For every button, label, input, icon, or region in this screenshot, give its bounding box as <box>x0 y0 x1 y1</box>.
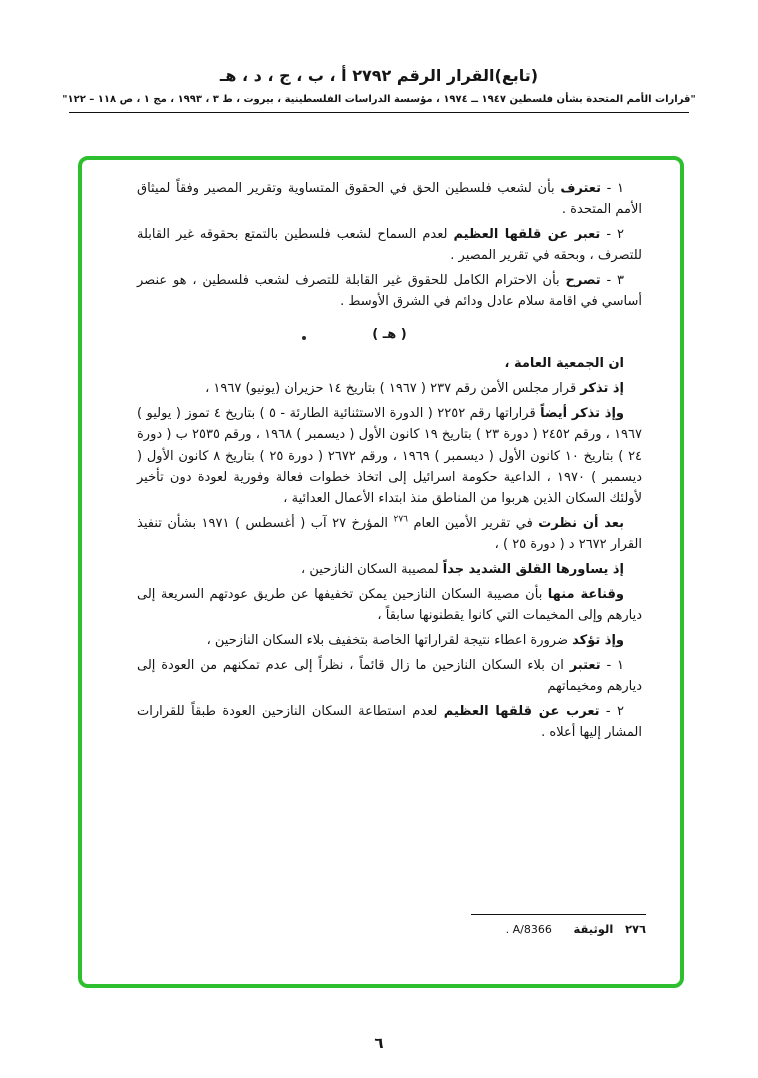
clause-1-recognizes: ١ - تعترف بأن لشعب فلسطين الحق في الحقوق المتساوية وتقرير المصير وفقاً لميثاق الأمم المتحدة . <box>137 181 642 218</box>
footnote-marker: ٢٧٦ <box>624 922 646 936</box>
green-highlight-box <box>78 156 684 988</box>
section-e-marker: ( هـ ) <box>372 327 407 343</box>
document-body <box>137 178 642 747</box>
header-divider <box>69 112 689 113</box>
footnote-divider <box>471 914 646 915</box>
footnote-text <box>471 922 646 936</box>
page-number: ٦ <box>374 1034 384 1052</box>
operative-1-considers: ١ - تعتبر ان بلاء السكان النازحين ما زال قائماً ، نظراً إلى عدم تمكنهم من العودة إلى ديارهم ومخيماتهم <box>137 657 642 694</box>
page-header <box>0 66 758 113</box>
footnote-document-ref: A/8366 . <box>505 923 552 936</box>
recalling-also-resolutions: وإذ تذكر أيضاً قراراتها رقم ٢٢٥٢ ( الدورة الاستثنائية الطارئة - ٥ ) بتاريخ ٤ تموز ( يوليو ) ١٩٦٧ ، ورقم ٢٤٥٢ ( دورة ٢٣ ) بتاريخ ١٩ كانون الأول ( ديسمبر ) ١٩٦٨ ، ورقم ٢٥٣٥ ب ( دورة ٢٤ ) بتاريخ ١٠ كانون الأول ( ديسمبر ) ١٩٦٩ ، ورقم ٢٦٧٢ ( دورة ٢٥ ) بتاريخ ٨ كانون الأول ( ديسمبر ) ١٩٧٠ ، الداعية حكومة اسرائيل إلى اتخاذ خطوات فعالة وفورية لعودة دون تأخير لأولئك السكان الذين هربوا من المناطق منذ ابتداء الأعمال العدائية ، <box>137 406 643 506</box>
operative-2-expresses-concern: ٢ - تعرب عن قلقها العظيم لعدم استطاعة السكان النازحين العودة طبقاً للقرارات المشار إليها أعلاه . <box>137 704 642 741</box>
recalling-resolution-237: إذ تذكر قرار مجلس الأمن رقم ٢٣٧ ( ١٩٦٧ ) بتاريخ ١٤ حزيران (يونيو) ١٩٦٧ ، <box>205 381 624 397</box>
clause-2-expresses-concern: ٢ - تعبر عن قلقها العظيم لعدم السماح لشعب فلسطين بالتمتع بحقوقه غير القابلة للتصرف ، وبحقه في تقرير المصير . <box>137 227 642 264</box>
having-considered-report: بعد أن نظرت في تقرير الأمين العام $^{٢٧٦}$ المؤرخ ٢٧ آب ( أغسطس ) ١٩٧١ بشأن تنفيذ القرار ٢٦٧٢ د ( دورة ٢٥ ) ، <box>137 514 642 552</box>
footnote <box>471 914 646 936</box>
document-title: (تابع)القرار الرقم ٢٧٩٢ أ ، ب ، ج ، د ، هـ <box>219 66 539 85</box>
footnote-label: الوثيقة <box>573 922 614 936</box>
preamble-general-assembly: ان الجمعية العامة ، <box>504 356 624 372</box>
gravely-concerned: إذ يساورها القلق الشديد جداً لمصيبة السكان النازحين ، <box>301 561 624 577</box>
document-source-citation: "قرارات الأمم المتحدة بشأن فلسطين ١٩٤٧ ــ ١٩٧٤ ، مؤسسة الدراسات الفلسطينية ، بيروت ، ط ٣ ، ١٩٩٣ ، مج ١ ، ص ١١٨ – ١٢٢" <box>62 94 696 105</box>
convinced-plight: وقناعة منها بأن مصيبة السكان النازحين يمكن تخفيفها عن طريق عودتهم السريعة إلى ديارهم وإلى المخيمات التي كانوا يقطنونها سابقاً ، <box>137 586 642 623</box>
emphasizing-resolutions: وإذ تؤكد ضرورة اعطاء نتيجة لقراراتها الخاصة بتخفيف بلاء السكان النازحين ، <box>206 632 624 648</box>
clause-3-declares: ٣ - تصرح بأن الاحترام الكامل للحقوق غير القابلة للتصرف لشعب فلسطين ، هو عنصر أساسي في اقامة سلام عادل ودائم في الشرق الأوسط . <box>137 273 642 310</box>
